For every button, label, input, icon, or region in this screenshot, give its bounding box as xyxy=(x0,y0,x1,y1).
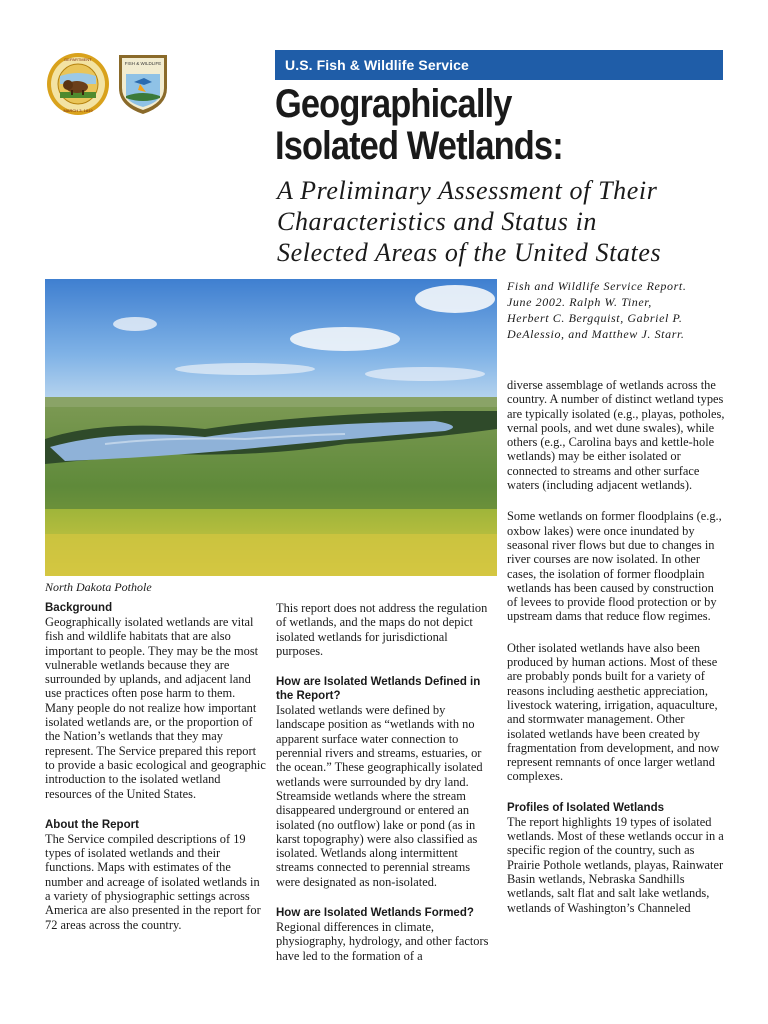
citation-line: DeAlessio, and Matthew J. Starr. xyxy=(507,327,685,341)
report-citation xyxy=(507,278,747,342)
body-paragraph: diverse assemblage of wetlands across the country. A number of distinct wetland types are typically isolated (e.g., playas, potholes, vernal pools, and wet dune swales), while others (e.g., Carolina bays and kettle-hole wetlands) may be either isolated or connected to streams and other surface waters (including adjacent wetlands). xyxy=(507,378,725,493)
svg-text:FISH & WILDLIFE: FISH & WILDLIFE xyxy=(124,61,162,66)
svg-text:DEPARTMENT: DEPARTMENT xyxy=(64,57,92,62)
subtitle-line-3: Selected Areas of the United States xyxy=(277,238,662,267)
citation-line: Herbert C. Bergquist, Gabriel P. xyxy=(507,311,683,325)
section-heading: Profiles of Isolated Wetlands xyxy=(507,801,664,814)
body-paragraph: This report does not address the regulation of wetlands, and the maps do not depict isolated wetlands for jurisdictional purposes. xyxy=(276,601,488,658)
section-heading: How are Isolated Wetlands Formed? xyxy=(276,907,474,920)
citation-line: Fish and Wildlife Service Report. xyxy=(507,279,687,293)
doi-seal-logo xyxy=(46,52,110,116)
section-heading: About the Report xyxy=(45,818,139,831)
body-paragraph: Regional differences in climate, physiography, hydrology, and other factors have led to the formation of a xyxy=(276,920,489,963)
body-paragraph: Isolated wetlands were defined by landscape position as “wetlands with no apparent surface water connection to perennial rivers and streams, estuaries, or the ocean.” These geographically isolated wetlands were surrounded by dry land. Streamside wetlands where the stream disappeared underground or entered an isolated (no outflow) lake or pond (as in karst topography) were also classified as isolated. Wetlands along intermittent streams connected to perennial streams were designated as non-isolated. xyxy=(276,703,483,889)
svg-text:MARCH 3, 1849: MARCH 3, 1849 xyxy=(63,108,93,113)
fws-shield-logo xyxy=(116,52,170,116)
agency-banner xyxy=(275,50,723,80)
column-2 xyxy=(276,601,496,963)
body-paragraph: Geographically isolated wetlands are vital fish and wildlife habitats that are also important to people. They may be the most vulnerable wetlands because they are surrounded by uplands, and adjacent land use practices often pose harm to them. Many people do not realize how important isolated wetlands are, or the proportion of the Nation’s wetlands that they may represent. The Service prepared this report to provide a basic ecological and geographic introduction to the isolated wetland resources of the United States. xyxy=(45,615,266,801)
citation-line: June 2002. Ralph W. Tiner, xyxy=(507,295,652,309)
column-1 xyxy=(45,601,267,932)
title-line-2: Isolated Wetlands: xyxy=(275,124,563,168)
subtitle-line-2: Characteristics and Status in xyxy=(277,207,598,236)
body-paragraph: Other isolated wetlands have also been produced by human actions. Most of these are probably ponds built for a variety of reasons including aesthetic appreciation, livestock watering, irrigation, aquaculture, and stormwater management. Other isolated wetlands have been created by fragmentation from development, and now represent remnants of once larger wetland complexes. xyxy=(507,640,720,784)
title-line-1: Geographically xyxy=(275,82,512,126)
section-heading: Background xyxy=(45,602,113,614)
document-subtitle xyxy=(277,175,747,268)
photo-caption: North Dakota Pothole xyxy=(45,580,152,594)
document-title xyxy=(275,83,679,167)
body-paragraph: Some wetlands on former floodplains (e.g., oxbow lakes) were once inundated by seasonal river flows but due to changes in river courses are now isolated. In other cases, the isolation of former floodplain wetlands has been caused by construction of levees to provide flood protection or by upstream dams that reduce flow regimes. xyxy=(507,509,722,624)
section-heading: How are Isolated Wetlands Defined in the Report? xyxy=(276,676,481,703)
body-paragraph: The report highlights 19 types of isolated wetlands. Most of these wetlands occur in a specific region of the country, such as Prairie Pothole wetlands, playas, Rainwater Basin wetlands, Nebraska Sandhills wetlands, salt flat and salt lake wetlands, wetlands of Washington’s Channeled xyxy=(507,814,724,915)
wetland-photo xyxy=(45,279,497,576)
column-3 xyxy=(507,378,725,915)
body-paragraph: The Service compiled descriptions of 19 types of isolated wetlands and their functions. Maps with estimates of the number and acreage of isolated wetlands in a variety of physiographic settings across America are also presented in the report for 72 areas across the country. xyxy=(45,831,261,932)
agency-name: U.S. Fish & Wildlife Service xyxy=(285,57,469,73)
subtitle-line-1: A Preliminary Assessment of Their xyxy=(277,176,658,205)
